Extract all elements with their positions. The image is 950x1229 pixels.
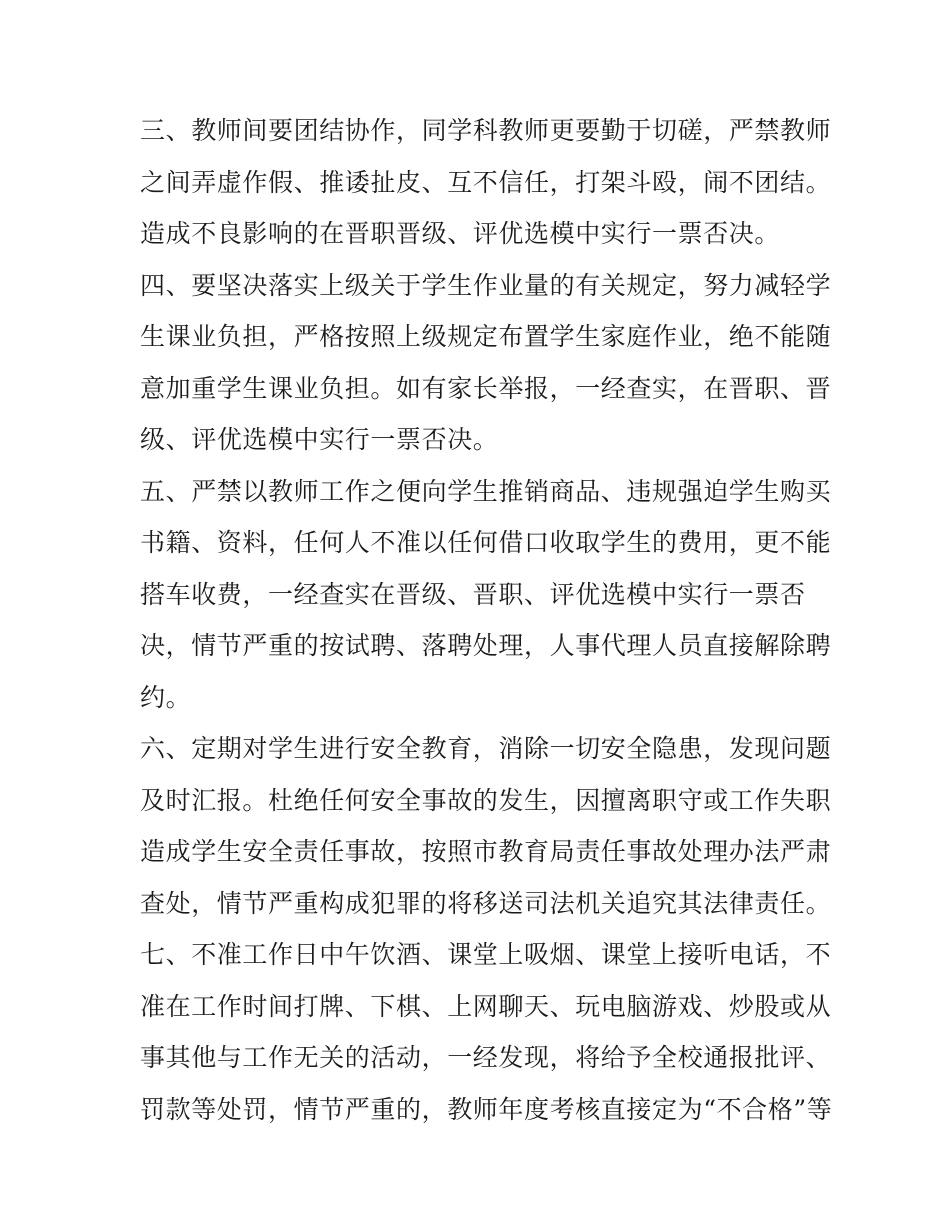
text-line: 六、定期对学生进行安全教育，消除一切安全隐患，发现问题 <box>140 734 832 763</box>
text-line: 意加重学生课业负担。如有家长举报，一经查实，在晋职、晋 <box>140 373 832 403</box>
text-line: 准在工作时间打牌、下棋、上网聊天、玩电脑游戏、炒股或从 <box>140 991 832 1021</box>
text-line: 三、教师间要团结协作，同学科教师更要勤于切磋，严禁教师 <box>140 116 832 145</box>
text-line: 约。 <box>140 682 192 712</box>
text-line: 级、评优选模中实行一票否决。 <box>140 425 499 454</box>
text-line: 及时汇报。杜绝任何安全事故的发生，因擅离职守或工作失职 <box>140 785 832 815</box>
text-line: 造成学生安全责任事故，按照市教育局责任事故处理办法严肃 <box>140 837 832 866</box>
text-line: 决，情节严重的按试聘、落聘处理，人事代理人员直接解除聘 <box>140 631 832 660</box>
text-line: 生课业负担，严格按照上级规定布置学生家庭作业，绝不能随 <box>140 322 832 351</box>
text-line: 七、不准工作日中午饮酒、课堂上吸烟、课堂上接听电话，不 <box>140 940 832 969</box>
document-body <box>140 105 833 1135</box>
text-line: 事其他与工作无关的活动，一经发现，将给予全校通报批评、 <box>140 1043 832 1072</box>
text-line: 罚款等处罚，情节严重的，教师年度考核直接定为“不合格”等 <box>140 1094 833 1124</box>
text-line: 之间弄虚作假、推诿扯皮、互不信任，打架斗殴，闹不团结。 <box>140 167 832 197</box>
text-line: 五、严禁以教师工作之便向学生推销商品、违规强迫学生购买 <box>140 476 832 506</box>
text-line: 造成不良影响的在晋职晋级、评优选模中实行一票否决。 <box>140 219 781 248</box>
text-line: 查处，情节严重构成犯罪的将移送司法机关追究其法律责任。 <box>140 888 832 918</box>
text-line: 四、要坚决落实上级关于学生作业量的有关规定，努力减轻学 <box>140 270 832 300</box>
text-line: 书籍、资料，任何人不准以任何借口收取学生的费用，更不能 <box>140 528 832 557</box>
text-line: 搭车收费，一经查实在晋级、晋职、评优选模中实行一票否 <box>140 579 806 609</box>
